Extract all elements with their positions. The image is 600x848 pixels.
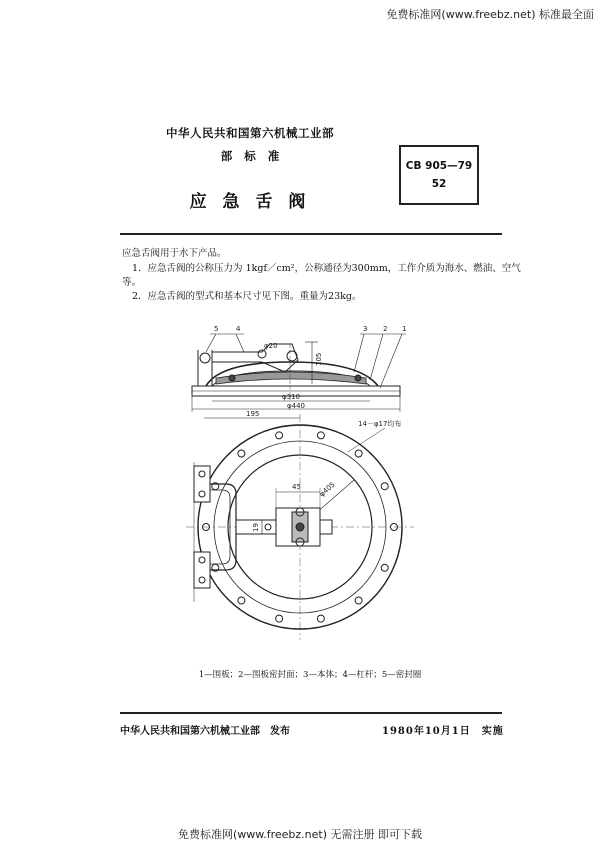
leader-5 [206, 334, 216, 352]
issuer: 中华人民共和国第六机械工业部 发布 [120, 726, 290, 737]
leader-2 [370, 334, 383, 380]
item-1-line-1: 1．应急舌阀的公称压力为 1kgf／cm²，公称通径为300mm，工作介质为海水、燃油、空气 [132, 263, 521, 274]
dim-bolt-holes: 14－φ17均布 [358, 420, 402, 428]
dim-pin-diameter: φ20 [264, 342, 278, 350]
bolt-hole [381, 483, 388, 490]
lever-center-pin [296, 523, 304, 531]
leader-3 [354, 334, 364, 372]
site-notice-top: 免费标准网(www.freebz.net) 标准最全面 [386, 8, 594, 21]
dim-inner-diameter: φ310 [282, 393, 300, 401]
footer-divider [120, 712, 502, 714]
bolt-hole [276, 615, 283, 622]
lever-arm-side [212, 344, 298, 372]
intro-paragraph: 应急舌阀用于水下产品。 [122, 248, 227, 259]
bolt-hole [238, 597, 245, 604]
dim-lever-width: 45 [292, 483, 301, 491]
item-1-line-2: 等。 [122, 277, 142, 288]
dim-bolt-circle: φ405 [317, 480, 337, 499]
bolt-hole [355, 450, 362, 457]
parts-caption: 1—围板；2—围板密封面；3—本体；4—杠杆；5—密封圈 [198, 670, 422, 680]
seal-section [216, 372, 366, 384]
lever-pin-side [258, 350, 266, 358]
dim-lever-thickness: 19 [252, 523, 260, 532]
standard-type: 部 标 准 [220, 149, 280, 163]
lever-knob-side [287, 351, 297, 361]
part-label-3: 3 [363, 325, 368, 333]
dim-outer-diameter: φ440 [287, 402, 305, 410]
page-title: 应 急 舌 阀 [189, 192, 311, 212]
page-number: 52 [431, 178, 447, 190]
part-label-2: 2 [383, 325, 388, 333]
bolt-hole [238, 450, 245, 457]
dim-height: 105 [315, 352, 323, 366]
item-2: 2．应急舌阀的型式和基本尺寸见下图。重量为23kg。 [132, 291, 362, 302]
side-seal-bolt-2 [355, 375, 361, 381]
standard-code: CB 905—79 [405, 160, 473, 172]
dim-offset: 195 [246, 410, 260, 418]
part-label-1: 1 [402, 325, 407, 333]
part-label-5: 5 [214, 325, 219, 333]
site-notice-bottom: 免费标准网(www.freebz.net) 无需注册 即可下载 [177, 828, 423, 841]
leader-4 [236, 334, 244, 352]
bolt-hole [317, 615, 324, 622]
hinge-pin-side [200, 353, 210, 363]
bolt-hole [276, 432, 283, 439]
part-label-4: 4 [236, 325, 241, 333]
bolt-hole [381, 564, 388, 571]
side-seal-bolt-1 [229, 375, 235, 381]
bolt-hole [317, 432, 324, 439]
effective-date: 1980年10月1日 实施 [382, 726, 504, 737]
ministry-name: 中华人民共和国第六机械工业部 [166, 126, 334, 140]
bolt-hole [355, 597, 362, 604]
leader-1 [380, 334, 402, 388]
